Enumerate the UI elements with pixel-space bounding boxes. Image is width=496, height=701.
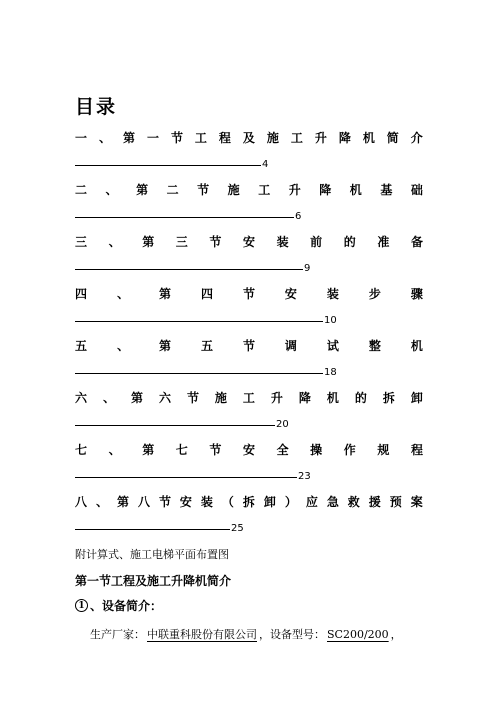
toc-leader xyxy=(75,471,423,483)
toc-heading-char: 八 xyxy=(75,495,88,509)
toc-heading-char: 第 xyxy=(122,131,135,145)
toc-heading-char: 介 xyxy=(410,131,423,145)
toc-heading xyxy=(75,391,423,405)
toc-heading xyxy=(75,183,423,197)
toc-heading-char: 步 xyxy=(368,287,381,301)
subsection-title xyxy=(75,597,162,614)
model-label: ，设备型号： xyxy=(259,628,325,641)
toc-entry[interactable] xyxy=(75,131,423,171)
toc-heading-char: 机 xyxy=(410,339,423,353)
toc-heading-char: 操 xyxy=(310,443,323,457)
toc-heading-char: 第 xyxy=(142,235,155,249)
toc-entry[interactable] xyxy=(75,183,423,223)
toc-heading-char: 二 xyxy=(166,183,179,197)
toc-heading-char: 装 xyxy=(326,287,339,301)
toc-heading-char: 施 xyxy=(266,131,279,145)
toc-heading-char: 整 xyxy=(368,339,381,353)
toc-leader xyxy=(75,419,423,431)
toc-heading-char: 试 xyxy=(326,339,339,353)
toc-page-number: 25 xyxy=(231,523,244,534)
toc-heading-char: 节 xyxy=(158,495,171,509)
toc-heading-char: 安 xyxy=(242,235,255,249)
toc-heading-char: 准 xyxy=(377,235,390,249)
toc-leader xyxy=(75,263,423,275)
toc-leader xyxy=(75,211,423,223)
toc-page-number: 23 xyxy=(298,471,311,482)
toc-leader xyxy=(75,315,423,327)
toc-heading-char: 一 xyxy=(75,131,88,145)
toc-heading-char: 七 xyxy=(175,443,188,457)
toc-heading-char: 救 xyxy=(347,495,360,509)
toc-page-number: 20 xyxy=(276,419,289,430)
toc-heading-char: 急 xyxy=(326,495,339,509)
toc-entry[interactable] xyxy=(75,391,423,431)
toc-heading-char: 节 xyxy=(242,287,255,301)
toc-page-number: 10 xyxy=(324,315,337,326)
toc-heading xyxy=(75,339,423,353)
toc-heading-char: 五 xyxy=(75,339,88,353)
toc-page-number: 9 xyxy=(304,263,311,274)
toc-heading-char: 机 xyxy=(362,131,375,145)
toc-heading-char: 拆 xyxy=(242,495,255,509)
toc-entry[interactable] xyxy=(75,339,423,379)
toc-heading-char: 七 xyxy=(75,443,88,457)
toc-heading-char: 基 xyxy=(380,183,393,197)
toc-entry[interactable] xyxy=(75,287,423,327)
toc-heading-char: 施 xyxy=(227,183,240,197)
toc-heading-char: 备 xyxy=(410,235,423,249)
toc-heading-char: 援 xyxy=(368,495,381,509)
toc-page-number: 4 xyxy=(262,159,269,170)
toc-heading-char: 三 xyxy=(75,235,88,249)
leader-line xyxy=(75,269,303,270)
toc-heading-char: 规 xyxy=(377,443,390,457)
toc-heading-char: 第 xyxy=(116,495,129,509)
toc-heading xyxy=(75,235,423,249)
toc-leader xyxy=(75,159,423,171)
toc-leader xyxy=(75,523,423,535)
toc-heading-char: 卸 xyxy=(263,495,276,509)
toc-heading-char: 、 xyxy=(98,131,111,145)
toc-heading-char: 及 xyxy=(242,131,255,145)
manufacturer-label: 生产厂家： xyxy=(90,628,145,641)
toc-entry[interactable] xyxy=(75,235,423,275)
toc-heading-char: 安 xyxy=(284,287,297,301)
toc-heading-char: 拆 xyxy=(382,391,395,405)
toc-heading-char: 、 xyxy=(116,287,129,301)
toc-heading-char: 简 xyxy=(386,131,399,145)
toc-heading-char: 六 xyxy=(75,391,88,405)
toc-heading-char: 第 xyxy=(130,391,143,405)
toc-heading-char: 作 xyxy=(343,443,356,457)
toc-heading-char: 四 xyxy=(75,287,88,301)
toc-heading-char: 安 xyxy=(179,495,192,509)
leader-line xyxy=(75,477,297,478)
toc-entry[interactable] xyxy=(75,443,423,483)
leader-line xyxy=(75,529,230,530)
manufacturer-value: 中联重科股份有限公司 xyxy=(147,628,257,641)
toc-heading-char: 节 xyxy=(209,443,222,457)
toc-heading-char: 节 xyxy=(242,339,255,353)
toc-heading-char: 础 xyxy=(410,183,423,197)
toc-leader xyxy=(75,367,423,379)
toc-heading-char: 四 xyxy=(200,287,213,301)
toc-heading-char: 降 xyxy=(298,391,311,405)
toc-heading xyxy=(75,287,423,301)
toc-heading-char: 工 xyxy=(242,391,255,405)
appendix-note: 附计算式、施工电梯平面布置图 xyxy=(75,548,229,561)
toc-heading-char: 骤 xyxy=(410,287,423,301)
toc-heading-char: 施 xyxy=(214,391,227,405)
toc-heading-char: 卸 xyxy=(410,391,423,405)
model-value: SC200/200 xyxy=(327,628,389,641)
toc-heading-char: 节 xyxy=(186,391,199,405)
toc-heading-char: 节 xyxy=(197,183,210,197)
toc-heading-char: 的 xyxy=(343,235,356,249)
toc-heading-char: 程 xyxy=(410,443,423,457)
toc-heading-char: 应 xyxy=(305,495,318,509)
toc-heading-char: 装 xyxy=(276,235,289,249)
toc-heading-char: 、 xyxy=(116,339,129,353)
toc-heading-char: 工 xyxy=(290,131,303,145)
toc-heading-char: 升 xyxy=(270,391,283,405)
leader-line xyxy=(75,425,275,426)
leader-line xyxy=(75,373,323,374)
toc-entry[interactable] xyxy=(75,495,423,535)
toc-heading-char: 第 xyxy=(158,339,171,353)
leader-line xyxy=(75,321,323,322)
toc-heading-char: 第 xyxy=(136,183,149,197)
toc-title: 目录 xyxy=(75,96,118,118)
toc-heading-char: 五 xyxy=(200,339,213,353)
toc-heading-char: 调 xyxy=(284,339,297,353)
toc-heading xyxy=(75,495,423,509)
toc-heading-char: 装 xyxy=(200,495,213,509)
subsection-label: 、设备简介： xyxy=(90,599,163,613)
leader-line xyxy=(75,217,294,218)
toc-heading-char: 案 xyxy=(410,495,423,509)
toc-heading-char: ） xyxy=(284,495,297,509)
section-title: 第一节工程及施工升降机简介 xyxy=(75,574,232,588)
toc-heading-char: 机 xyxy=(349,183,362,197)
toc-heading-char: 、 xyxy=(108,443,121,457)
toc-heading-char: 降 xyxy=(319,183,332,197)
toc-heading-char: 三 xyxy=(175,235,188,249)
toc-page-number: 6 xyxy=(295,211,302,222)
toc-heading-char: 节 xyxy=(209,235,222,249)
toc-heading-char: 程 xyxy=(218,131,231,145)
toc-heading-char: 一 xyxy=(146,131,159,145)
toc-heading xyxy=(75,443,423,457)
toc-heading-char: 节 xyxy=(170,131,183,145)
toc-heading-char: 八 xyxy=(137,495,150,509)
toc-heading-char: 降 xyxy=(338,131,351,145)
toc-heading-char: 第 xyxy=(142,443,155,457)
toc-heading-char: 机 xyxy=(326,391,339,405)
toc-heading-char: 前 xyxy=(310,235,323,249)
equipment-info xyxy=(90,626,402,642)
toc-heading-char: 六 xyxy=(158,391,171,405)
toc-page-number: 18 xyxy=(324,367,337,378)
toc-heading-char: 工 xyxy=(194,131,207,145)
toc-heading-char: 二 xyxy=(75,183,88,197)
toc-heading-char: 、 xyxy=(108,235,121,249)
toc-heading-char: 、 xyxy=(102,391,115,405)
toc-heading-char: 安 xyxy=(242,443,255,457)
toc-heading-char: 预 xyxy=(389,495,402,509)
toc-heading-char: 、 xyxy=(95,495,108,509)
leader-line xyxy=(75,165,261,166)
toc-heading-char: 升 xyxy=(314,131,327,145)
trailing-comma: ， xyxy=(390,628,402,641)
toc-heading-char: （ xyxy=(221,495,234,509)
toc-heading xyxy=(75,131,423,145)
toc-heading-char: 、 xyxy=(105,183,118,197)
toc-heading-char: 工 xyxy=(258,183,271,197)
toc-heading-char: 升 xyxy=(288,183,301,197)
toc-heading-char: 的 xyxy=(354,391,367,405)
toc-heading-char: 全 xyxy=(276,443,289,457)
circled-number: 1 xyxy=(75,599,88,612)
toc-heading-char: 第 xyxy=(158,287,171,301)
